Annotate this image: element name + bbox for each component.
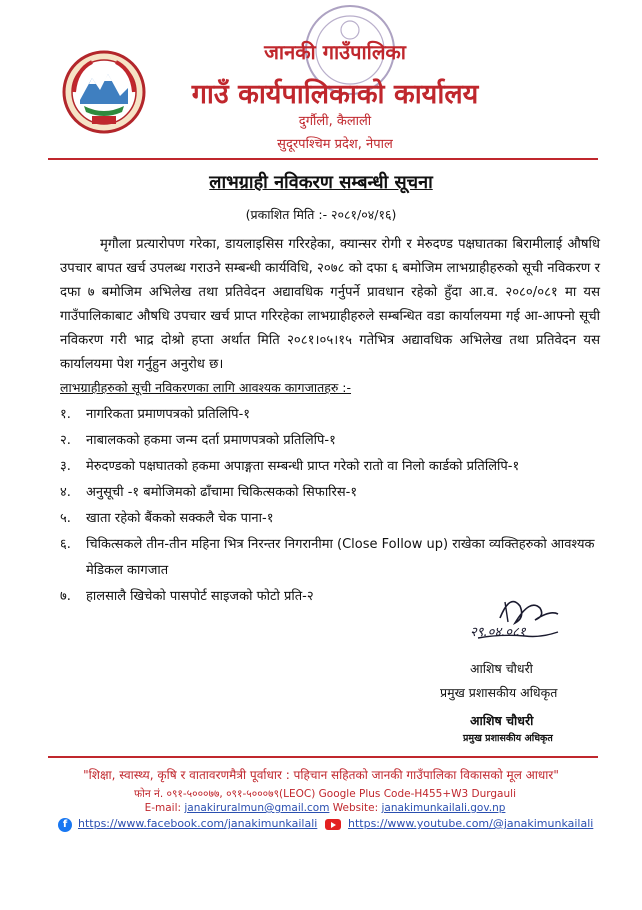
email-link[interactable]: janakiruralmun@gmail.com	[184, 802, 330, 814]
signatory-title: प्रमुख प्रशासकीय अधिकृत	[440, 685, 558, 700]
item-number: ३.	[60, 459, 71, 474]
facebook-link[interactable]: https://www.facebook.com/janakimunkailali	[78, 817, 318, 830]
footer-contact	[90, 802, 560, 814]
website-label: Website:	[332, 802, 379, 814]
requirement-item	[60, 428, 620, 454]
item-text: चिकित्सकले तीन-तीन महिना भित्र निरन्तर निगरानीमा (Close Follow up) राखेका व्यक्तिहरुको आवश्यक मेडिकल कागजात	[86, 537, 595, 578]
youtube-icon	[325, 819, 341, 830]
item-number: ६.	[60, 537, 71, 552]
item-text: खाता रहेको बैंकको सक्कलै चेक पाना-१	[86, 511, 274, 526]
item-number: ५.	[60, 511, 71, 526]
footer-slogan: "शिक्षा, स्वास्थ्य, कृषि र वातावरणमैत्री पूर्वाधार : पहिचान सहितको जानकी गाउँपालिका विकासको मूल आधार"	[83, 768, 559, 782]
notice-body: मृगौला प्रत्यारोपण गरेका, डायलाइसिस गरिरहेका, क्यान्सर रोगी र मेरुदण्ड पक्षघातका बिरामीलाई औषधि उपचार बापत खर्च उपलब्ध गराउने सम्बन्धी कार्यविधि, २०७८ को दफा ६ बमोजिम लाभग्राहीहरुको सूची नविकरण र दफा ७ बमोजिम अभिलेख तथा प्रतिवेदन अद्यावधिक गर्नुपर्ने प्रावधान रहेको हुँदा आ.व. २०८०/०८१ मा यस गाउँपालिकाबाट औषधि उपचार खर्च प्राप्त गरिरहेका लाभग्राहीहरुले सम्बन्धित वडा कार्यालयमा गई आ-आफ्नो सूची नविकरण गरी भाद्र दोश्रो हप्ता अर्थात मिति २०८१।०५।१५ गतेभित्र अद्यावधिक अभिलेख तथा प्रतिवेदन यस कार्यालयमा पेश गर्नुहुन अनुरोध छ।	[60, 237, 600, 372]
requirement-item	[60, 454, 620, 480]
item-text: मेरुदण्डको पक्षघातको हकमा अपाङ्गता सम्बन्धी प्राप्त गरेको रातो वा निलो कार्डको प्रतिलिपि-१	[86, 459, 520, 474]
footer-phone: फोन नं. ०९१-५०००७७, ०९१-५०००७९(LEOC) Google Plus Code-H455+W3 Durgauli	[134, 788, 516, 800]
item-number: ७.	[60, 589, 71, 604]
stamp-name: आशिष चौधरी	[470, 713, 534, 728]
handwritten-signature-icon	[470, 588, 570, 653]
item-text: नागरिकता प्रमाणपत्रको प्रतिलिपि-१	[86, 407, 251, 422]
notice-title-text: लाभग्राही नविकरण सम्बन्धी सूचना	[209, 172, 433, 193]
requirement-item	[60, 480, 620, 506]
email-label: E-mail:	[144, 802, 182, 814]
requirement-item	[60, 506, 620, 532]
requirements-list	[60, 402, 620, 610]
youtube-link[interactable]: https://www.youtube.com/@janakimunkailali	[348, 817, 594, 830]
notice-title	[0, 170, 642, 194]
signatory-name: आशिष चौधरी	[470, 661, 533, 676]
item-text: नाबालकको हकमा जन्म दर्ता प्रमाणपत्रको प्रतिलिपि-१	[86, 433, 336, 448]
requirement-item	[60, 532, 620, 584]
office-name: गाउँ कार्यपालिकाको कार्यालय	[191, 79, 479, 110]
website-link[interactable]: janakimunkailali.gov.np	[381, 802, 506, 814]
requirement-item	[60, 402, 620, 428]
published-date: (प्रकाशित मिति :- २०८१/०४/१६)	[245, 207, 397, 222]
stamp-title: प्रमुख प्रशासकीय अधिकृत	[463, 733, 553, 744]
item-number: १.	[60, 407, 71, 422]
address-line-1: दुर्गौली, कैलाली	[298, 114, 372, 129]
header-divider	[48, 158, 598, 160]
org-name: जानकी गाउँपालिका	[264, 40, 406, 64]
requirements-heading: लाभग्राहीहरुको सूची नविकरणका लागि आवश्यक कागजातहरु :-	[60, 380, 352, 395]
footer-divider	[48, 756, 598, 758]
address-line-2: सुदूरपश्चिम प्रदेश, नेपाल	[277, 137, 393, 152]
item-number: ४.	[60, 485, 71, 500]
item-number: २.	[60, 433, 71, 448]
item-text: हालसालै खिचेको पासपोर्ट साइजको फोटो प्रति-२	[86, 589, 314, 604]
facebook-icon: f	[58, 818, 72, 832]
svg-text:२९.०४.०८१: २९.०४.०८१	[470, 625, 526, 640]
item-text: अनुसूची -१ बमोजिमको ढाँचामा चिकित्सकको सिफारिस-१	[86, 485, 358, 500]
